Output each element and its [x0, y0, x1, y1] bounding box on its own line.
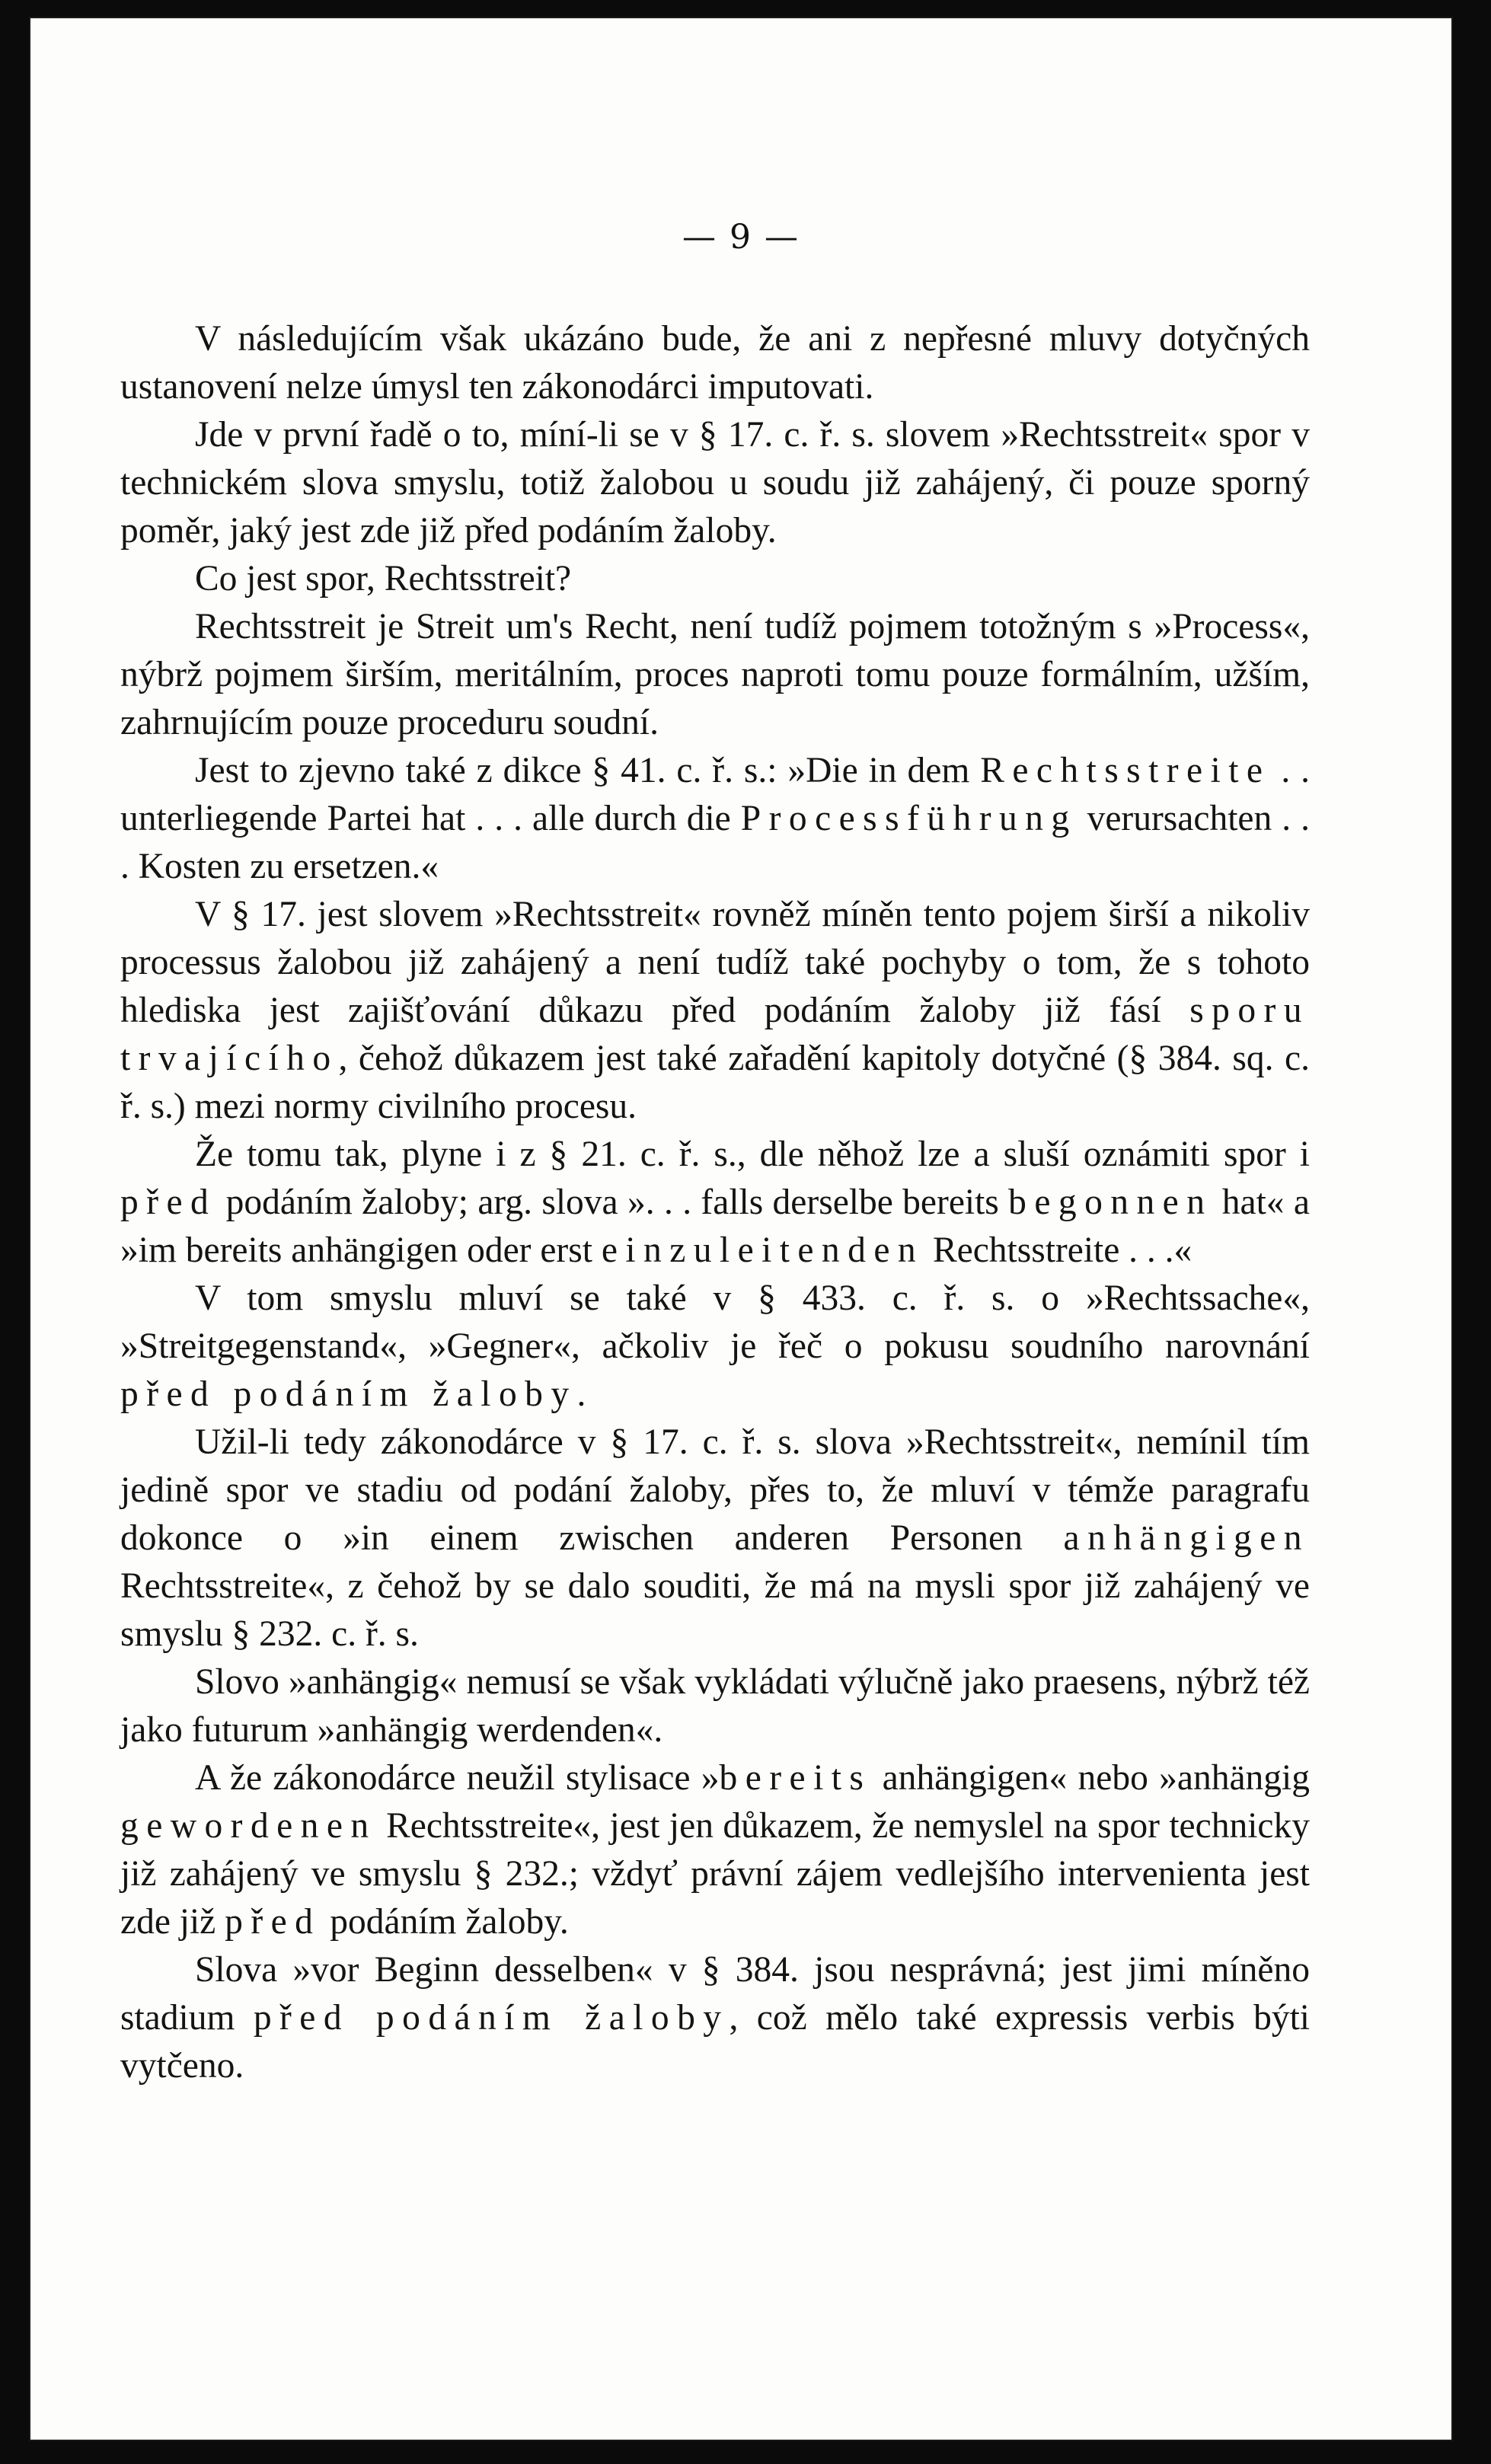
- text-run: Užil-li tedy zákonodárce v § 17. c. ř. s. slova »Rechtsstreit«, nemínil tím jedině spor ve stadiu od podání žaloby, přes to, že mluví v témže paragrafu dokonce o »in einem zwischen anderen Personen: [120, 1422, 1310, 1558]
- text-run: .: [576, 1374, 586, 1414]
- spaced-emphasis: einzuleitenden: [601, 1230, 924, 1270]
- spaced-emphasis: před podáním žaloby: [120, 1374, 577, 1414]
- spaced-emphasis: před podáním žaloby: [253, 1998, 730, 2038]
- text-run: . . unterliegende Partei hat . . . alle durch die: [120, 751, 1311, 838]
- text-run: Rechtsstreite . . .«: [924, 1230, 1192, 1270]
- spaced-emphasis: gewordenen: [120, 1806, 377, 1846]
- page-number: — 9 —: [682, 218, 800, 257]
- text-run: V tom smyslu mluví se také v § 433. c. ř. s. o »Rechtssache«, »Streitgegenstand«, »Gegner«, ačkoliv je řeč o pokusu soudního narovnání: [120, 1278, 1310, 1366]
- text-run: , což mělo také expressis verbis býti vytčeno.: [120, 1998, 1310, 2086]
- spaced-emphasis: před: [225, 1902, 321, 1942]
- text-run: A že zákonodárce neužil stylisace »: [195, 1758, 720, 1798]
- text-run: hat« a »im bereits anhängigen oder erst: [120, 1183, 1310, 1270]
- text-run: podáním žaloby.: [321, 1902, 569, 1942]
- text-run: Rechtsstreite«, z čehož by se dalo souditi, že má na mysli spor již zahájený ve smyslu § 232. c. ř. s.: [120, 1566, 1310, 1654]
- paragraph: [120, 411, 1310, 555]
- text-run: Že tomu tak, plyne i z § 21. c. ř. s., dle něhož lze a sluší oznámiti spor i: [195, 1135, 1310, 1174]
- spaced-emphasis: Processführung: [740, 799, 1078, 838]
- spaced-emphasis: anhängigen: [1063, 1518, 1310, 1558]
- paragraph: [120, 1131, 1310, 1275]
- text-run: verursachten . . . Kosten zu ersetzen.«: [120, 799, 1310, 886]
- spaced-emphasis: bereits: [719, 1758, 872, 1798]
- book-page: [30, 18, 1451, 2440]
- paragraph: [120, 1419, 1310, 1658]
- text-run: Co jest spor, Rechtsstreit?: [195, 559, 572, 598]
- paragraph: [120, 1754, 1310, 1946]
- paragraph: [120, 555, 1310, 603]
- text-run: Jde v první řadě o to, míní-li se v § 17. c. ř. s. slovem »Rechtsstreit« spor v technickém slova smyslu, totiž žalobou u soudu již zahájený, či pouze sporný poměr, jaký jest zde již před podáním žaloby.: [120, 415, 1310, 551]
- text-run: V § 17. jest slovem »Rechtsstreit« rovněž míněn tento pojem širší a nikoliv processus žalobou již zahájený a není tudíž také pochyby o tom, že s tohoto hlediska jest zajišťování důkazu před podáním žaloby již fásí: [120, 895, 1310, 1030]
- paragraph: [120, 747, 1310, 891]
- paragraph: [120, 1946, 1310, 2090]
- body-text: [120, 315, 1310, 2090]
- text-run: Rechtsstreite«, jest jen důkazem, že nemyslel na spor technicky již zahájený ve smyslu § 232.; vždyť právní zájem vedlejšího intervenienta jest zde již: [120, 1806, 1310, 1942]
- spaced-emphasis: před: [120, 1183, 217, 1222]
- paragraph: [120, 891, 1310, 1131]
- text-run: podáním žaloby; arg. slova ». . . falls derselbe bereits: [216, 1183, 1009, 1222]
- paragraph: [120, 1275, 1310, 1419]
- spaced-emphasis: sporu trvajícího: [120, 991, 1310, 1078]
- text-run: Slovo »anhängig« nemusí se však vykládati výlučně jako praesens, nýbrž též jako futurum »anhängig werdenden«.: [120, 1662, 1310, 1750]
- text-run: Rechtsstreit je Streit um's Recht, není tudíž pojmem totožným s »Process«, nýbrž pojmem širším, meritálním, proces naproti tomu pouze formálním, užším, zahrnujícím pouze proceduru soudní.: [120, 607, 1310, 742]
- text-run: Jest to zjevno také z dikce § 41. c. ř. s.: »Die in dem: [195, 751, 981, 790]
- text-run: anhängigen« nebo »anhängig: [871, 1758, 1311, 1798]
- text-run: Slova »vor Beginn desselben« v § 384. jsou nesprávná; jest jimi míněno stadium: [120, 1950, 1310, 2038]
- spaced-emphasis: Rechtsstreite: [980, 751, 1271, 790]
- paragraph: [120, 315, 1310, 411]
- text-run: V následujícím však ukázáno bude, že ani z nepřesné mluvy dotyčných ustanovení nelze úmysl ten zákonodárci imputovati.: [120, 319, 1310, 407]
- paragraph: [120, 603, 1310, 747]
- spaced-emphasis: begonnen: [1008, 1183, 1213, 1222]
- text-run: , čehož důkazem jest také zařadění kapitoly dotyčné (§ 384. sq. c. ř. s.) mezi normy civilního procesu.: [120, 1039, 1310, 1126]
- paragraph: [120, 1658, 1310, 1754]
